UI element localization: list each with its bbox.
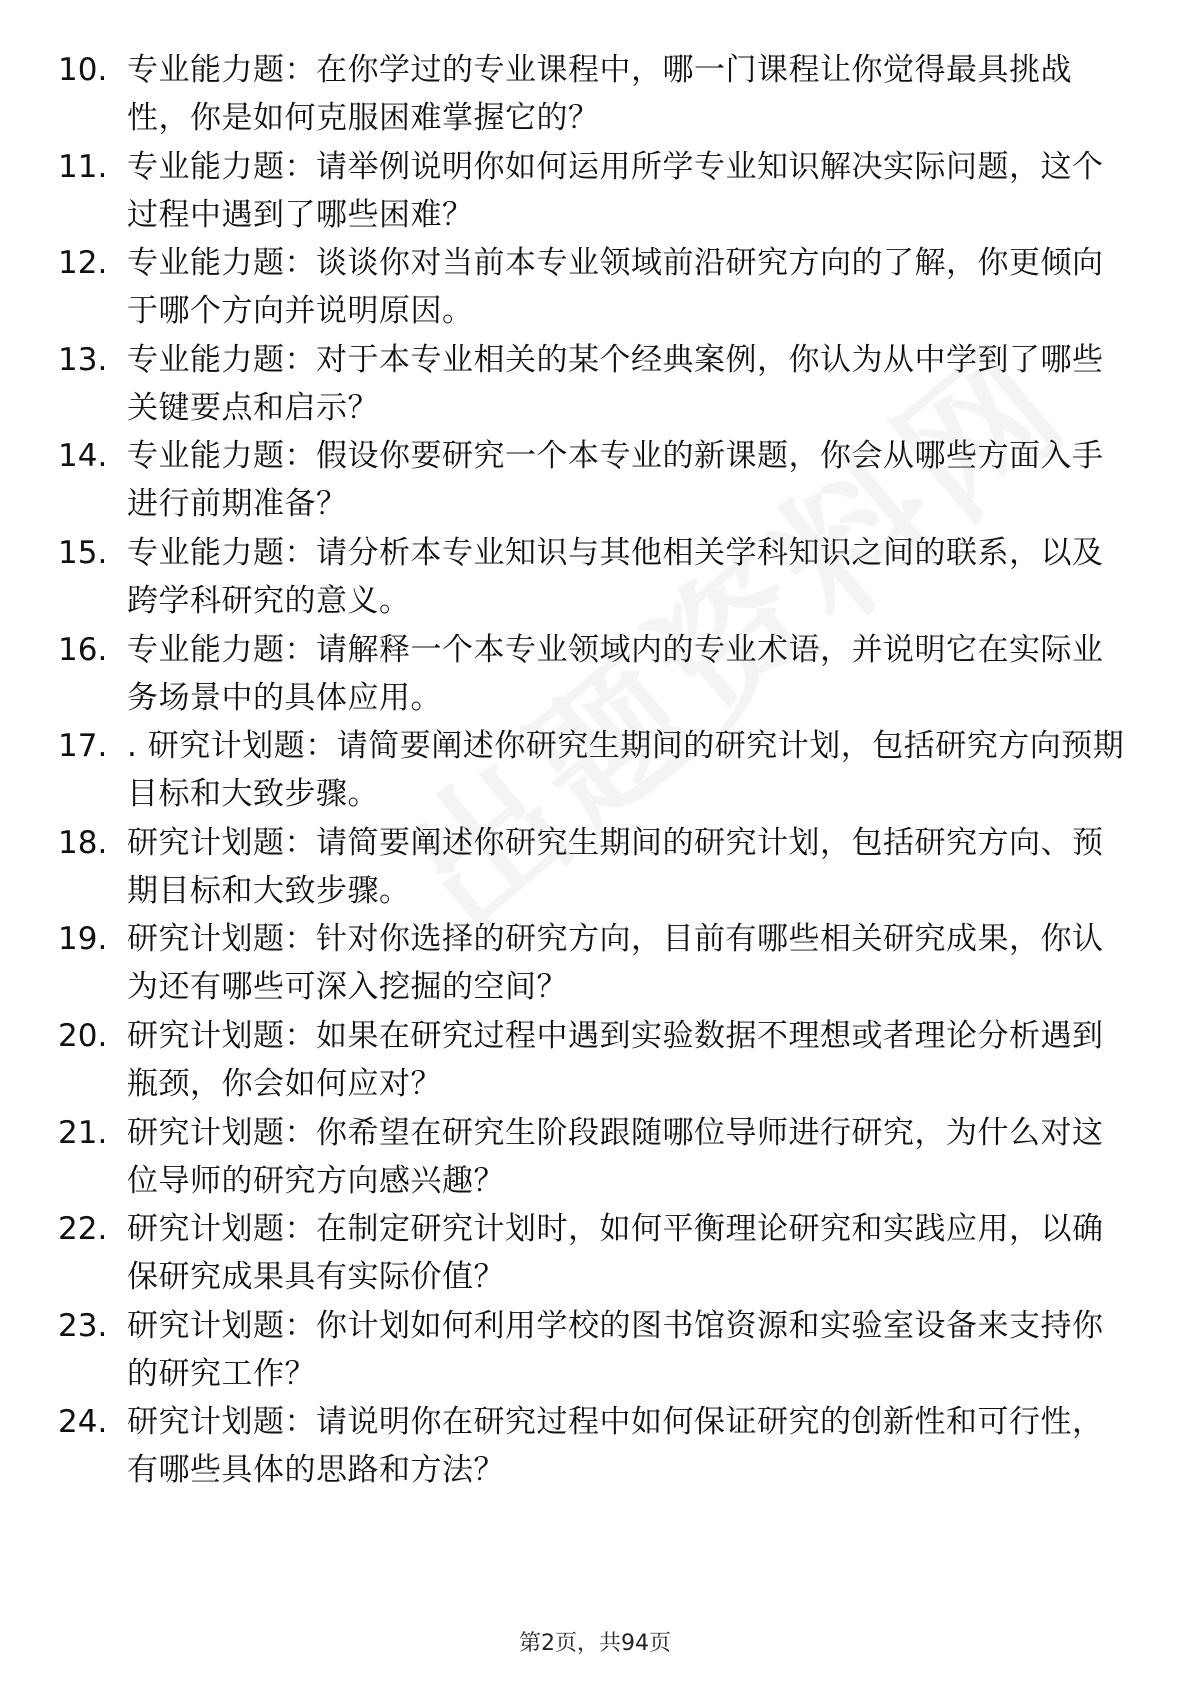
question-item (0, 1205, 1190, 1302)
page-footer: 第2页，共94页 (519, 1631, 671, 1656)
question-item (0, 46, 1190, 143)
question-text: 研究计划题：在制定研究计划时，如何平衡理论研究和实践应用，以确保研究成果具有实际价值？ (127, 1211, 1104, 1296)
question-item (0, 529, 1190, 626)
question-text: 专业能力题：请解释一个本专业领域内的专业术语，并说明它在实际业务场景中的具体应用。 (127, 631, 1104, 716)
question-item (0, 1302, 1190, 1399)
question-item (0, 1109, 1190, 1206)
question-item (0, 239, 1190, 336)
question-text: 研究计划题：如果在研究过程中遇到实验数据不理想或者理论分析遇到瓶颈，你会如何应对？ (127, 1017, 1104, 1102)
question-list (0, 46, 1190, 1495)
question-text: 研究计划题：针对你选择的研究方向，目前有哪些相关研究成果，你认为还有哪些可深入挖掘的空间？ (127, 921, 1104, 1006)
question-number: 23. (58, 1307, 108, 1344)
question-number: 21. (58, 1114, 108, 1151)
question-number: 13. (58, 341, 108, 378)
question-item (0, 432, 1190, 529)
question-number: 17. (58, 728, 108, 765)
question-number: 12. (58, 245, 108, 282)
question-text: 专业能力题：在你学过的专业课程中，哪一门课程让你觉得最具挑战性，你是如何克服困难掌握它的？ (127, 52, 1072, 136)
question-item (0, 1398, 1190, 1495)
question-item (0, 626, 1190, 723)
question-item (0, 722, 1190, 819)
question-number: 15. (58, 534, 108, 571)
question-number: 20. (58, 1017, 108, 1054)
question-number: 10. (58, 52, 108, 88)
question-number: 19. (58, 921, 108, 958)
question-text: 专业能力题：请分析本专业知识与其他相关学科知识之间的联系，以及跨学科研究的意义。 (127, 534, 1104, 619)
question-number: 22. (58, 1211, 108, 1248)
question-text: . 研究计划题：请简要阐述你研究生期间的研究计划，包括研究方向预期目标和大致步骤。 (127, 728, 1125, 813)
question-text: 专业能力题：假设你要研究一个本专业的新课题，你会从哪些方面入手进行前期准备？ (127, 438, 1104, 523)
question-item (0, 336, 1190, 433)
question-text: 专业能力题：请举例说明你如何运用所学专业知识解决实际问题，这个过程中遇到了哪些困难？ (127, 148, 1104, 233)
question-text: 研究计划题：你希望在研究生阶段跟随哪位导师进行研究，为什么对这位导师的研究方向感兴趣？ (127, 1114, 1104, 1199)
question-number: 14. (58, 438, 108, 475)
question-number: 24. (58, 1404, 108, 1441)
question-text: 专业能力题：谈谈你对当前本专业领域前沿研究方向的了解，你更倾向于哪个方向并说明原因。 (127, 245, 1104, 330)
question-text: 研究计划题：你计划如何利用学校的图书馆资源和实验室设备来支持你的研究工作？ (127, 1307, 1104, 1392)
question-number: 18. (58, 824, 108, 861)
question-text: 研究计划题：请简要阐述你研究生期间的研究计划，包括研究方向、预期目标和大致步骤。 (127, 824, 1104, 909)
question-item (0, 1012, 1190, 1109)
question-text: 研究计划题：请说明你在研究过程中如何保证研究的创新性和可行性，有哪些具体的思路和方法？ (127, 1404, 1104, 1489)
question-item (0, 915, 1190, 1012)
question-item (0, 143, 1190, 240)
question-number: 16. (58, 631, 108, 668)
question-text: 专业能力题：对于本专业相关的某个经典案例，你认为从中学到了哪些关键要点和启示？ (127, 341, 1104, 426)
question-item (0, 819, 1190, 916)
question-number: 11. (58, 148, 108, 185)
